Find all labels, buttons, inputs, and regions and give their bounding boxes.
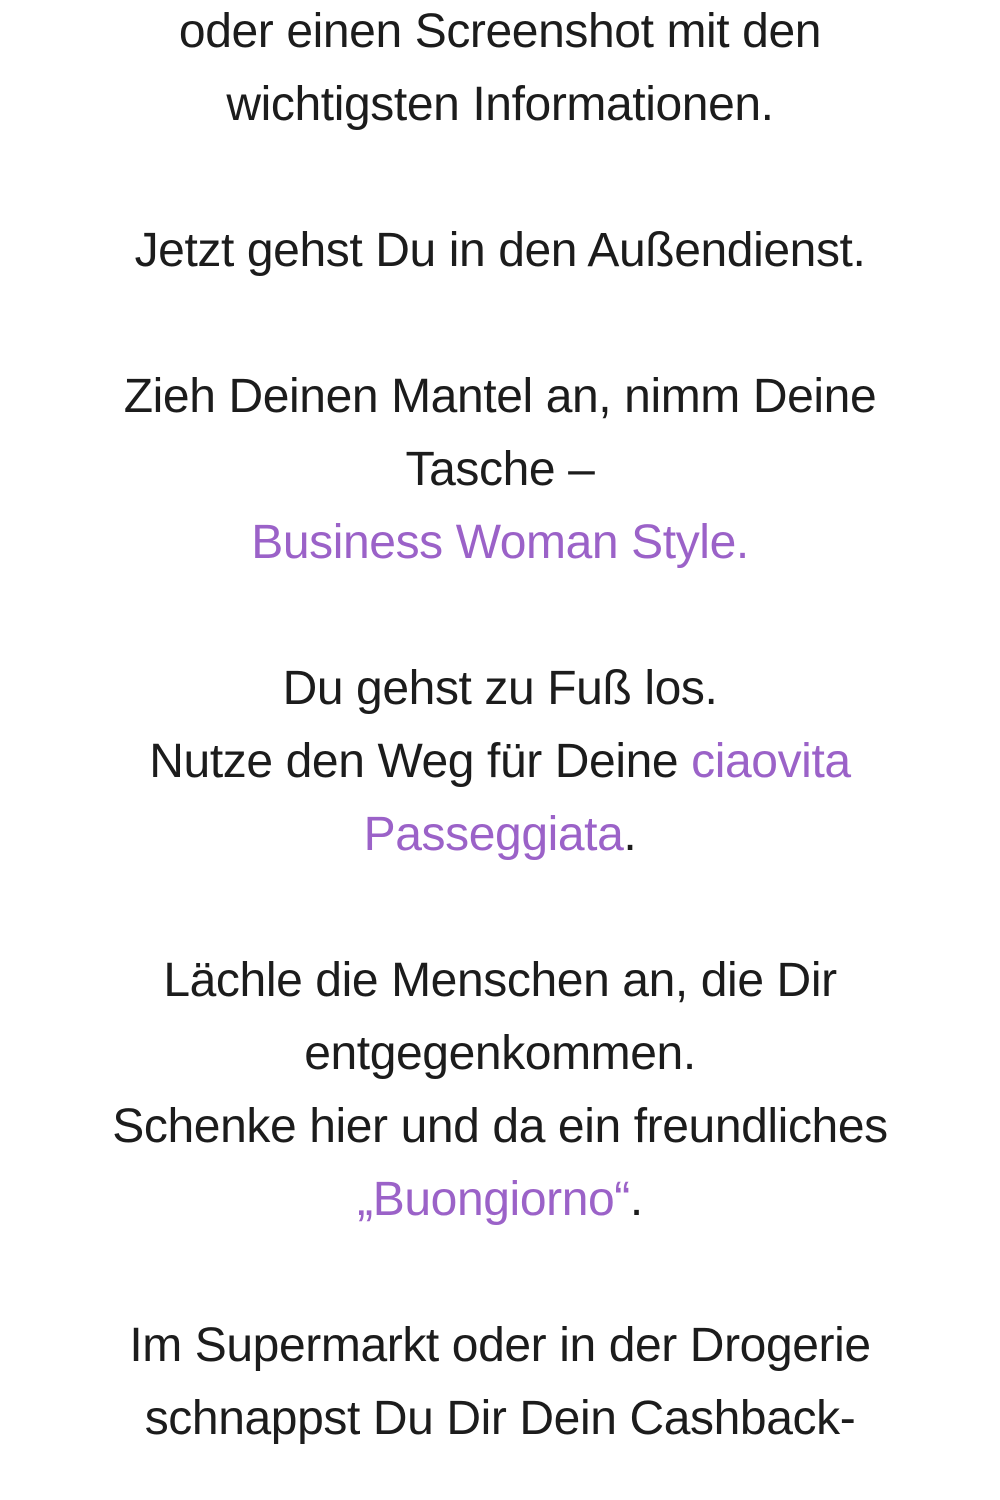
text-line [28, 1017, 972, 1090]
buongiorno-link[interactable]: „Buongiorno“ [357, 1173, 630, 1226]
text-line [28, 944, 972, 1017]
text-segment: Tasche – [405, 443, 595, 496]
text-segment: Nutze den Weg für Deine [149, 735, 692, 788]
text-segment: Im Supermarkt oder in der Drogerie [129, 1319, 871, 1372]
text-segment: . [623, 808, 637, 861]
text-segment: schnappst Du Dir Dein Cashback- [144, 1392, 856, 1445]
text-line [28, 1090, 972, 1163]
text-line [28, 725, 972, 798]
text-segment: . [629, 1173, 643, 1226]
paragraph [28, 360, 972, 579]
paragraph [28, 652, 972, 871]
business-woman-style-link[interactable]: Business Woman Style. [251, 516, 749, 569]
text-segment: entgegenkommen. [304, 1027, 696, 1080]
text-line [28, 652, 972, 725]
text-segment: Jetzt gehst Du in den Außendienst. [134, 224, 866, 277]
text-line [28, 214, 972, 287]
text-segment: oder einen Screenshot mit den [178, 5, 822, 58]
text-line [28, 433, 972, 506]
text-segment: Zieh Deinen Mantel an, nimm Deine [123, 370, 877, 423]
paragraph [28, 944, 972, 1236]
text-line [28, 68, 972, 141]
passeggiata-link[interactable]: Passeggiata [363, 808, 624, 861]
paragraph [28, 0, 972, 141]
text-segment: Du gehst zu Fuß los. [282, 662, 718, 715]
text-line [28, 506, 972, 579]
paragraph [28, 214, 972, 287]
ciaovita-link[interactable]: ciaovita [691, 735, 851, 788]
text-line [28, 1382, 972, 1455]
text-segment: Lächle die Menschen an, die Dir [163, 954, 837, 1007]
text-segment: Schenke hier und da ein freundliches [112, 1100, 888, 1153]
text-line [28, 360, 972, 433]
text-line [28, 0, 972, 68]
paragraph [28, 1309, 972, 1455]
text-line [28, 798, 972, 871]
text-line [28, 1163, 972, 1236]
text-line [28, 1309, 972, 1382]
text-segment: wichtigsten Informationen. [226, 78, 774, 131]
